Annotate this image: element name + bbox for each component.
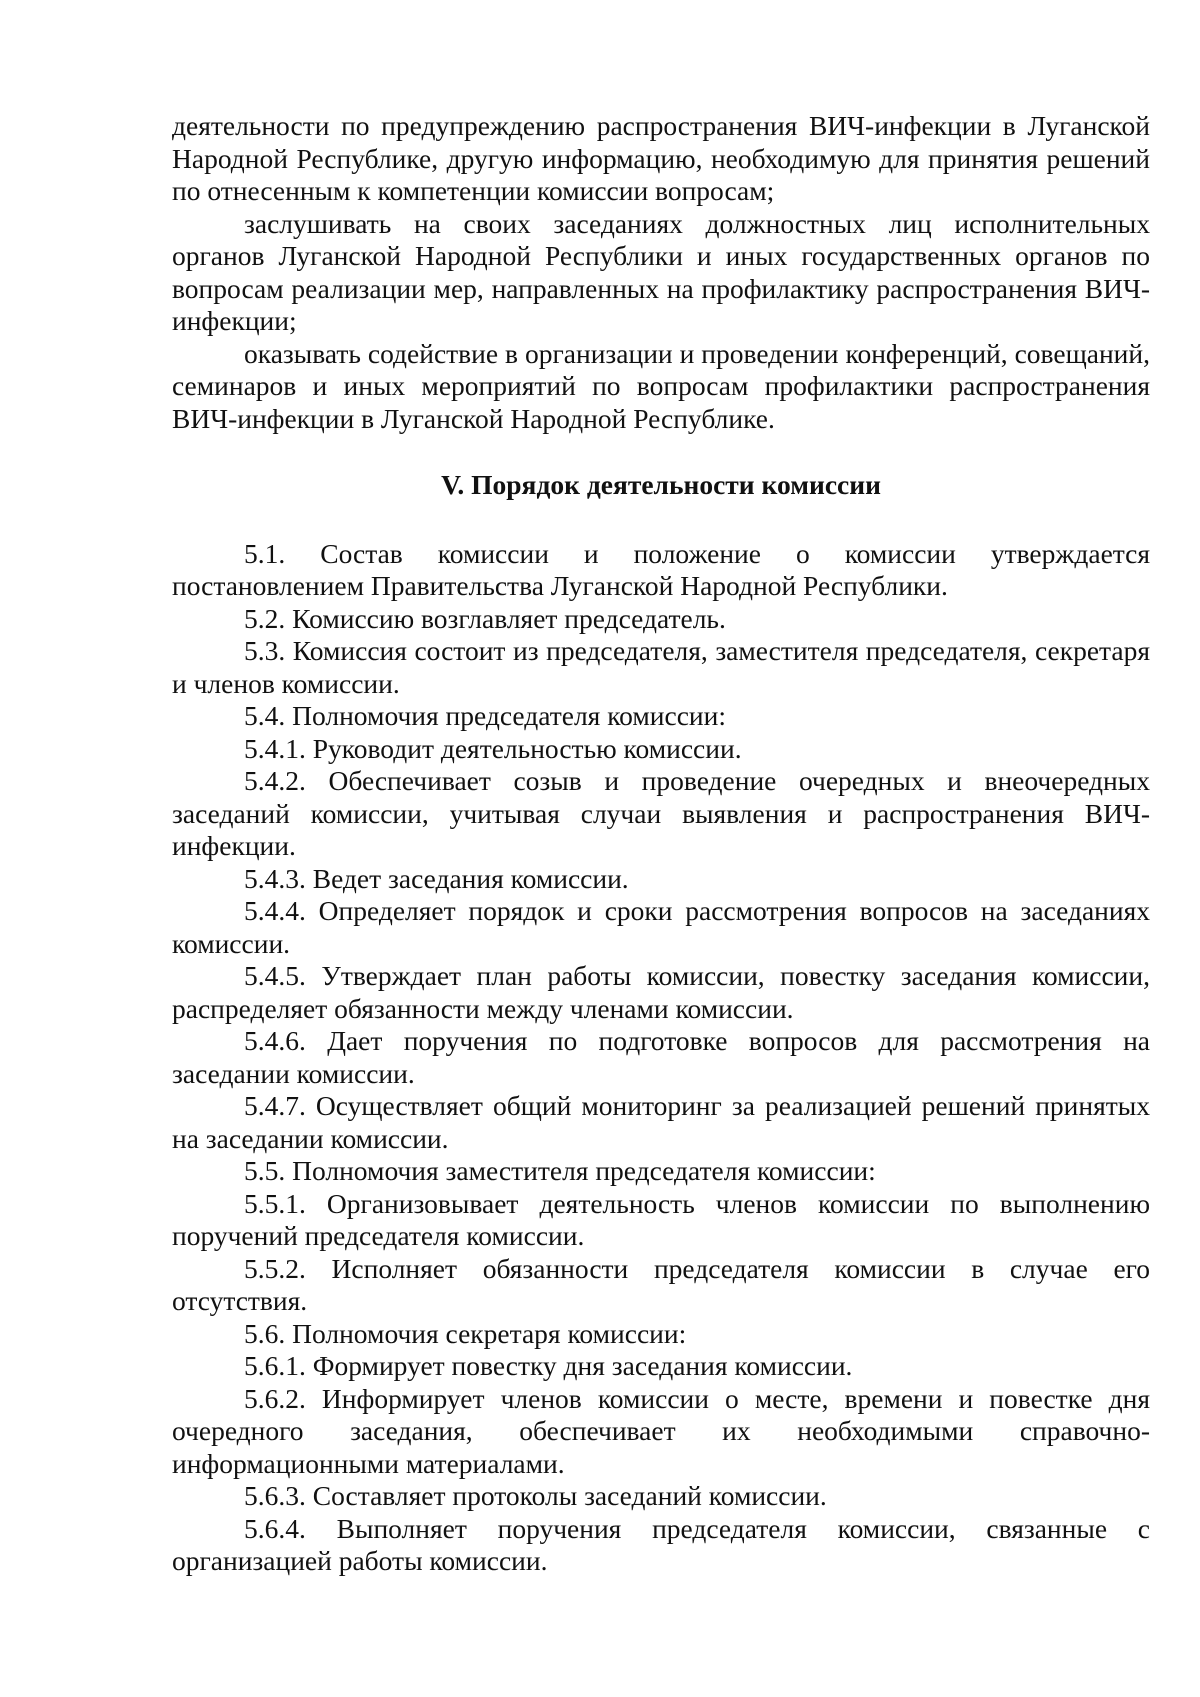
clause-5-4-7: 5.4.7. Осуществляет общий мониторинг за реализацией решений принятых на заседании комиссии. xyxy=(172,1090,1150,1154)
section-heading: V. Порядок деятельности комиссии xyxy=(441,469,881,500)
clause-5-4-3: 5.4.3. Ведет заседания комиссии. xyxy=(244,862,629,894)
clause-5-4: 5.4. Полномочия председателя комиссии: xyxy=(244,700,726,731)
paragraph-assist-events: оказывать содействие в организации и проведении конференций, совещаний, семинаров и иных мероприятий по вопросам профилактики распространения ВИЧ-инфекции в Луганской Народной Республике. xyxy=(172,337,1150,434)
clause-5-5-2: 5.5.2. Исполняет обязанности председателя комиссии в случае его отсутствия. xyxy=(172,1252,1150,1316)
clause-5-6-3: 5.6.3. Составляет протоколы заседаний комиссии. xyxy=(244,1480,827,1511)
clause-5-4-4: 5.4.4. Определяет порядок и сроки рассмотрения вопросов на заседаниях комиссии. xyxy=(172,895,1150,959)
clause-5-6-4: 5.6.4. Выполняет поручения председателя комиссии, связанные с организацией работы комиссии. xyxy=(172,1512,1150,1576)
clause-5-4-5: 5.4.5. Утверждает план работы комиссии, повестку заседания комиссии, распределяет обязанности между членами комиссии. xyxy=(172,960,1150,1024)
clause-5-6-1: 5.6.1. Формирует повестку дня заседания комиссии. xyxy=(244,1350,853,1381)
clause-5-4-6: 5.4.6. Дает поручения по подготовке вопросов для рассмотрения на заседании комиссии. xyxy=(172,1025,1150,1089)
paragraph-hear-officials: заслушивать на своих заседаниях должностных лиц исполнительных органов Луганской Народной Республики и иных государственных органов по вопросам реализации мер, направленных на профилактику распространения ВИЧ-инфекции; xyxy=(172,207,1150,336)
clause-5-6: 5.6. Полномочия секретаря комиссии: xyxy=(244,1317,687,1349)
clause-5-3: 5.3. Комиссия состоит из председателя, заместителя председателя, секретаря и членов комиссии. xyxy=(172,635,1150,699)
clause-5-4-2: 5.4.2. Обеспечивает созыв и проведение очередных и внеочередных заседаний комиссии, учитывая случаи выявления и распространения ВИЧ-инфекции. xyxy=(172,765,1150,861)
document-page xyxy=(172,110,1150,1578)
clause-5-2: 5.2. Комиссию возглавляет председатель. xyxy=(244,602,726,634)
clause-5-4-1: 5.4.1. Руководит деятельностью комиссии. xyxy=(244,732,742,764)
clause-5-5: 5.5. Полномочия заместителя председателя комиссии: xyxy=(244,1155,876,1186)
clause-5-1: 5.1. Состав комиссии и положение о комиссии утверждается постановлением Правительства Луганской Народной Республики. xyxy=(172,537,1150,601)
paragraph-continuation: деятельности по предупреждению распространения ВИЧ-инфекции в Луганской Народной Республике, другую информацию, необходимую для принятия решений по отнесенным к компетенции комиссии вопросам; xyxy=(172,110,1150,206)
clause-5-6-2: 5.6.2. Информирует членов комиссии о месте, времени и повестке дня очередного заседания, обеспечивает их необходимыми справочно-информационными материалами. xyxy=(172,1382,1150,1479)
clause-5-5-1: 5.5.1. Организовывает деятельность членов комиссии по выполнению поручений председателя комиссии. xyxy=(172,1187,1150,1251)
